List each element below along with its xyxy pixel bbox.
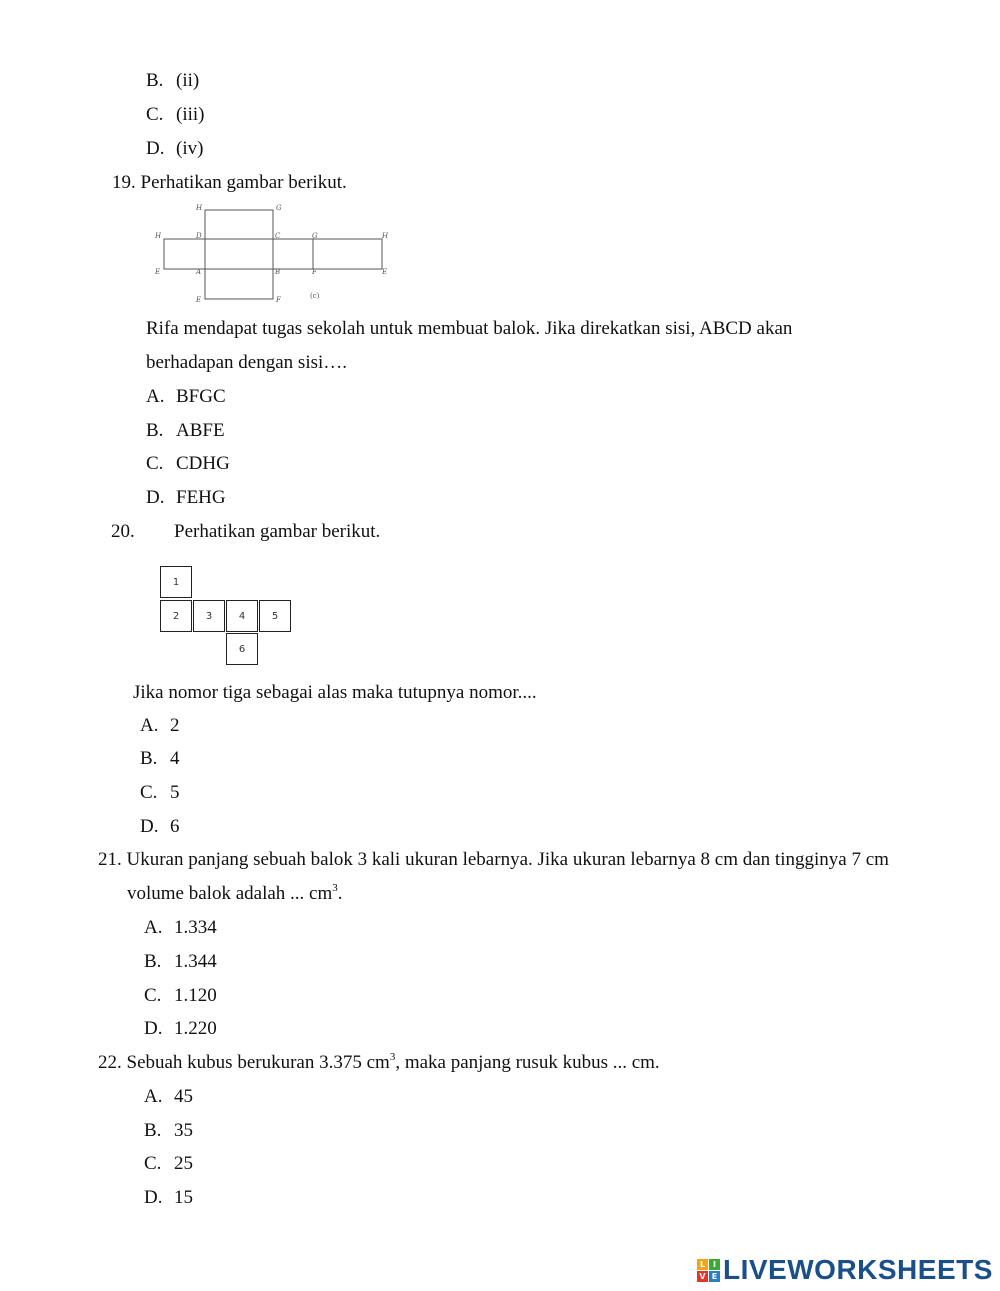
q19-text-line1: Rifa mendapat tugas sekolah untuk membuat balok. Jika direkatkan sisi, ABCD akan: [146, 318, 793, 339]
option-letter: B.: [140, 748, 158, 769]
question-text-end: , maka panjang rusuk kubus ... cm.: [395, 1052, 660, 1073]
question-text: Ukuran panjang sebuah balok 3 kali ukuran lebarnya. Jika ukuran lebarnya 8 cm dan tingginya 7 cm: [126, 849, 889, 870]
q20-option-a[interactable]: [140, 715, 180, 737]
option-letter: B.: [146, 420, 164, 441]
question-number: 22.: [98, 1052, 122, 1073]
q19-box-net-figure: [150, 200, 400, 305]
q19-text-line2: berhadapan dengan sisi….: [146, 352, 348, 373]
option-letter: A.: [144, 1086, 163, 1107]
logo-letter-e: E: [709, 1271, 720, 1282]
q22-text: [98, 1052, 660, 1074]
label-g-mid: G: [312, 232, 318, 240]
q21-option-b[interactable]: [144, 951, 217, 973]
figure-caption: (c): [310, 292, 320, 300]
q18-option-d[interactable]: [146, 138, 203, 160]
label-f-bottom: F: [276, 296, 281, 304]
option-letter: A.: [146, 386, 165, 407]
q20-option-c[interactable]: [140, 782, 180, 804]
option-text: CDHG: [176, 453, 230, 474]
option-letter: C.: [146, 453, 164, 474]
option-letter: C.: [140, 782, 158, 803]
option-text: ABFE: [176, 420, 225, 441]
option-text: 1.120: [174, 985, 217, 1006]
option-text: 25: [174, 1153, 193, 1174]
label-f-mid: F: [312, 268, 317, 276]
option-text: (iv): [176, 138, 204, 159]
option-text: 6: [170, 816, 180, 837]
logo-letter-v: V: [697, 1271, 708, 1282]
q20-question: Jika nomor tiga sebagai alas maka tutupnya nomor....: [133, 682, 537, 703]
option-letter: B.: [144, 951, 162, 972]
liveworksheets-logo[interactable]: [697, 1253, 993, 1287]
q21-option-d[interactable]: [144, 1018, 217, 1040]
label-g-top: G: [276, 204, 282, 212]
option-letter: B.: [144, 1120, 162, 1141]
q22-option-d[interactable]: [144, 1187, 193, 1209]
q20-option-b[interactable]: [140, 748, 180, 770]
net-face-left: [164, 239, 205, 269]
option-text: 2: [170, 715, 180, 736]
option-letter: D.: [144, 1018, 163, 1039]
q20-number: 20.: [111, 521, 135, 542]
net-face-back: [313, 239, 382, 269]
logo-letter-l: L: [697, 1259, 708, 1270]
option-text: 45: [174, 1086, 193, 1107]
option-text: (ii): [176, 70, 200, 91]
question-prompt: Perhatikan gambar berikut.: [140, 172, 347, 193]
logo-letter-i: I: [709, 1259, 720, 1270]
label-h-top: H: [196, 204, 203, 212]
net-face-bottom: [205, 269, 273, 299]
option-letter: A.: [140, 715, 159, 736]
question-number: 21.: [98, 849, 122, 870]
option-letter: A.: [144, 917, 163, 938]
q19-option-c[interactable]: [146, 453, 230, 475]
label-h-right: H: [382, 232, 389, 240]
net-face-abcd: [205, 239, 273, 269]
net-face-top: [205, 210, 273, 239]
q19-prompt: [112, 172, 347, 194]
option-text: 1.334: [174, 917, 217, 938]
option-letter: B.: [146, 70, 164, 91]
q18-option-c[interactable]: [146, 104, 205, 126]
option-text: 4: [170, 748, 180, 769]
net-cell-4: 4: [226, 600, 258, 632]
q19-option-a[interactable]: [146, 386, 226, 408]
option-letter: D.: [140, 816, 159, 837]
q20-option-d[interactable]: [140, 816, 180, 838]
option-letter: D.: [146, 138, 165, 159]
label-b: B: [275, 268, 281, 276]
label-e-bottom: E: [196, 296, 202, 304]
label-d: D: [196, 232, 202, 240]
option-text: 5: [170, 782, 180, 803]
q22-option-b[interactable]: [144, 1120, 193, 1142]
option-text: FEHG: [176, 487, 226, 508]
superscript: 3: [332, 882, 338, 894]
q19-option-d[interactable]: [146, 487, 226, 509]
question-text-end: .: [337, 883, 343, 904]
net-cell-1: 1: [160, 566, 192, 598]
net-cell-6: 6: [226, 633, 258, 665]
q22-option-a[interactable]: [144, 1086, 193, 1108]
net-cell-3: 3: [193, 600, 225, 632]
q22-option-c[interactable]: [144, 1153, 193, 1175]
question-text: volume balok adalah ... cm: [127, 883, 333, 904]
q21-option-a[interactable]: [144, 917, 217, 939]
q18-option-b[interactable]: [146, 70, 199, 92]
label-a: A: [196, 268, 202, 276]
option-text: 1.220: [174, 1018, 217, 1039]
option-text: 15: [174, 1187, 193, 1208]
label-e-right: E: [382, 268, 388, 276]
logo-mark-icon: [697, 1259, 720, 1282]
q21-option-c[interactable]: [144, 985, 217, 1007]
q21-line1: [98, 849, 889, 871]
q19-option-b[interactable]: [146, 420, 225, 442]
superscript: 3: [389, 1051, 396, 1063]
label-c: C: [275, 232, 281, 240]
question-number: 19.: [112, 172, 136, 193]
option-text: (iii): [176, 104, 205, 125]
net-face-right: [273, 239, 313, 269]
option-letter: C.: [144, 1153, 162, 1174]
logo-text: LIVEWORKSHEETS: [723, 1254, 993, 1285]
option-letter: C.: [144, 985, 162, 1006]
label-h-left: H: [155, 232, 162, 240]
option-text: 1.344: [174, 951, 217, 972]
q20-cube-net-figure: [160, 566, 294, 669]
question-text: Sebuah kubus berukuran 3.375 cm: [126, 1052, 390, 1073]
option-text: BFGC: [176, 386, 226, 407]
option-letter: D.: [146, 487, 165, 508]
option-letter: D.: [144, 1187, 163, 1208]
q21-line2: [127, 883, 343, 905]
net-cell-5: 5: [259, 600, 291, 632]
label-e-left: E: [155, 268, 161, 276]
option-text: 35: [174, 1120, 193, 1141]
net-cell-2: 2: [160, 600, 192, 632]
q20-prompt: Perhatikan gambar berikut.: [174, 521, 381, 542]
option-letter: C.: [146, 104, 164, 125]
